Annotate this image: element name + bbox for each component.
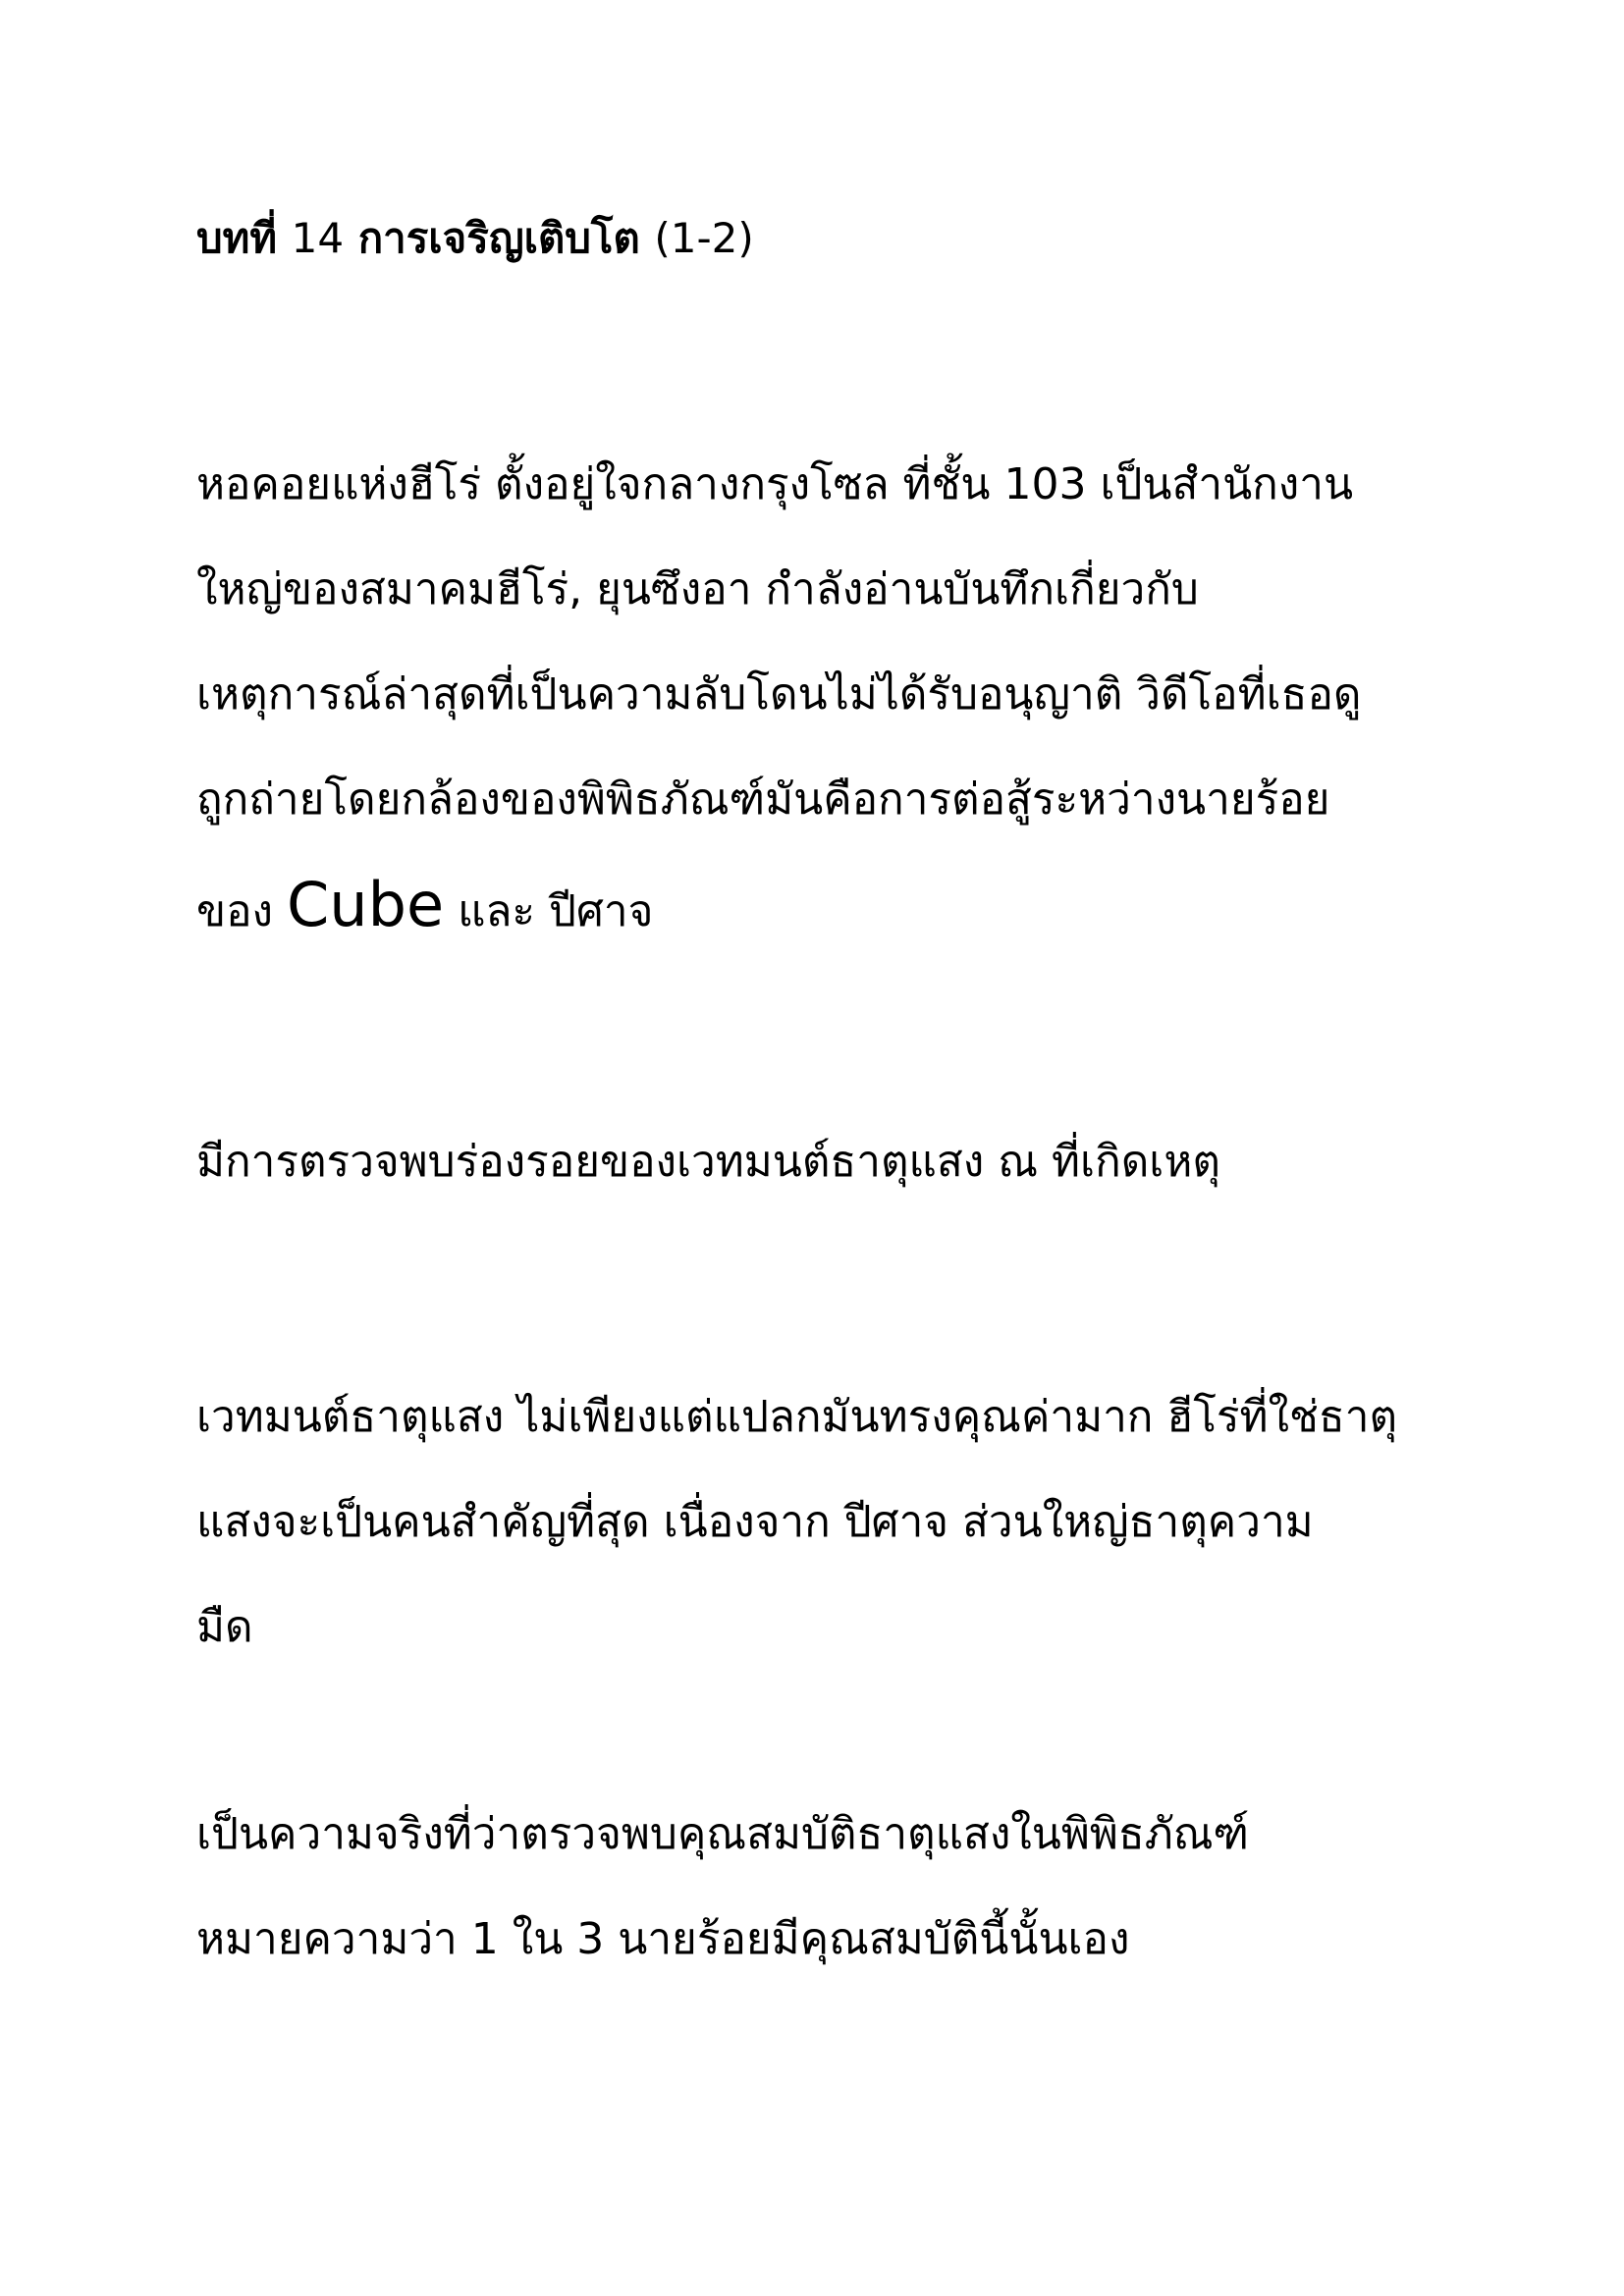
- line-text-after: และ ปีศาจ: [458, 886, 654, 936]
- chapter-part: (1-2): [654, 214, 754, 262]
- paragraph-line: ถูกถ่ายโดยกล้องของพิพิธภัณฑ์มันคือการต่อสู้ระหว่างนายร้อย: [196, 774, 1330, 825]
- paragraph-1: [196, 432, 1362, 964]
- paragraph-line: เวทมนต์ธาตุแสง ไม่เพียงแต่แปลกมันทรงคุณค่ามาก ฮีโร่ที่ใช่ธาตุ: [196, 1392, 1398, 1442]
- paragraph-3: [196, 1364, 1397, 1680]
- line-text-before: ของ: [196, 886, 273, 936]
- paragraph-line: หมายความว่า 1 ใน 3 นายร้อยมีคุณสมบัตินี้นั้นเอง: [196, 1914, 1130, 1964]
- paragraph-4: [196, 1782, 1249, 1992]
- paragraph-line: เหตุการณ์ล่าสุดที่เป็นความลับโดนไม่ได้รับอนุญาติ วิดีโอที่เธอดู: [196, 669, 1362, 720]
- chapter-name: การเจริญเติบโต: [357, 214, 640, 262]
- paragraph-line: มืด: [196, 1602, 253, 1652]
- paragraph-line: [196, 852, 1362, 964]
- paragraph-line: เป็นความจริงที่ว่าตรวจพบคุณสมบัติธาตุแสงในพิพิธภัณฑ์: [196, 1809, 1250, 1859]
- paragraph-line: หอคอยแห่งฮีโร่ ตั้งอยู่ใจกลางกรุงโซล ที่ชั้น 103 เป็นสำนักงาน: [196, 459, 1354, 509]
- chapter-number: 14: [291, 214, 345, 262]
- chapter-title: [196, 204, 754, 273]
- paragraph-line: มีการตรวจพบร่องรอยของเวทมนต์ธาตุแสง ณ ที่เกิดเหตุ: [196, 1137, 1220, 1187]
- highlight-word: Cube: [287, 869, 445, 940]
- paragraph-line: ใหญ่ของสมาคมฮีโร่, ยุนซึงอา กำลังอ่านบันทึกเกี่ยวกับ: [196, 564, 1199, 614]
- paragraph-line: แสงจะเป็นคนสำคัญที่สุด เนื่องจาก ปีศาจ ส่วนใหญ่ธาตุความ: [196, 1497, 1314, 1547]
- paragraph-2: [196, 1109, 1220, 1214]
- chapter-prefix: บทที่: [196, 214, 278, 262]
